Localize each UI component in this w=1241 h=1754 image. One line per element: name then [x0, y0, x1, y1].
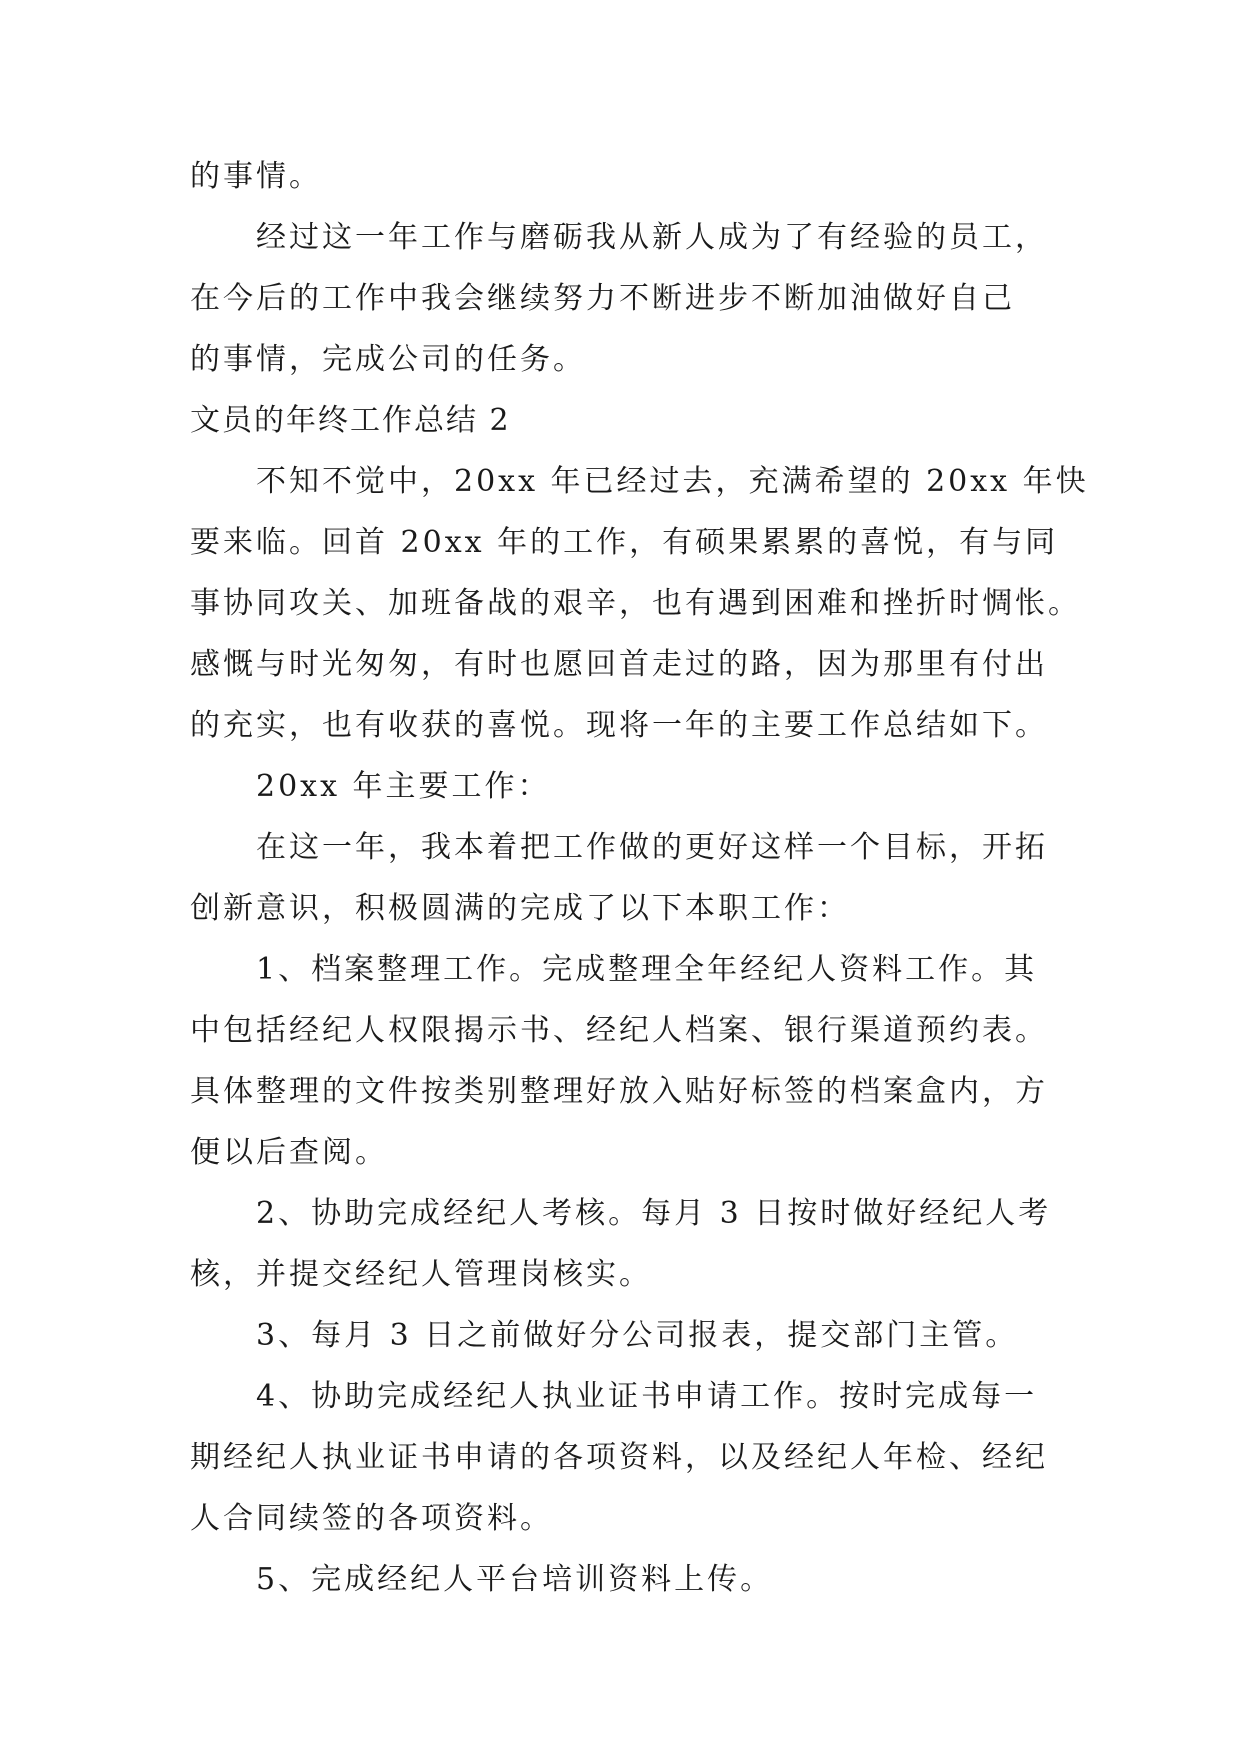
text-line: 在今后的工作中我会继续努力不断进步不断加油做好自己 — [190, 281, 1015, 316]
text-line: 期经纪人执业证书申请的各项资料，以及经纪人年检、经纪 — [190, 1440, 1048, 1475]
text-line: 要来临。回首 20xx 年的工作，有硕果累累的喜悦，有与同 — [190, 525, 1059, 560]
text-line: 人合同续签的各项资料。 — [190, 1501, 553, 1536]
text-line: 5、完成经纪人平台培训资料上传。 — [256, 1562, 774, 1597]
text-line: 便以后查阅。 — [190, 1135, 388, 1170]
text-line: 在这一年，我本着把工作做的更好这样一个目标，开拓 — [256, 830, 1048, 865]
text-line: 的充实，也有收获的喜悦。现将一年的主要工作总结如下。 — [190, 708, 1048, 743]
document-body — [190, 146, 1089, 1610]
text-line: 具体整理的文件按类别整理好放入贴好标签的档案盒内，方 — [190, 1074, 1048, 1109]
text-line: 4、协助完成经纪人执业证书申请工作。按时完成每一 — [256, 1379, 1038, 1414]
text-line: 创新意识，积极圆满的完成了以下本职工作： — [190, 891, 850, 926]
section-heading: 文员的年终工作总结 2 — [190, 403, 511, 438]
text-line: 的事情，完成公司的任务。 — [190, 342, 586, 377]
text-line: 事协同攻关、加班备战的艰辛，也有遇到困难和挫折时惆怅。 — [190, 586, 1081, 621]
text-line: 3、每月 3 日之前做好分公司报表，提交部门主管。 — [256, 1318, 1019, 1353]
text-line: 中包括经纪人权限揭示书、经纪人档案、银行渠道预约表。 — [190, 1013, 1048, 1048]
text-line: 不知不觉中，20xx 年已经过去，充满希望的 20xx 年快 — [256, 464, 1089, 499]
text-line: 20xx 年主要工作： — [256, 769, 551, 804]
text-line: 感慨与时光匆匆，有时也愿回首走过的路，因为那里有付出 — [190, 647, 1048, 682]
text-line: 2、协助完成经纪人考核。每月 3 日按时做好经纪人考 — [256, 1196, 1052, 1231]
text-line: 核，并提交经纪人管理岗核实。 — [190, 1257, 652, 1292]
text-line: 经过这一年工作与磨砺我从新人成为了有经验的员工， — [256, 220, 1048, 255]
text-line: 1、档案整理工作。完成整理全年经纪人资料工作。其 — [256, 952, 1038, 987]
text-line: 的事情。 — [190, 159, 322, 194]
